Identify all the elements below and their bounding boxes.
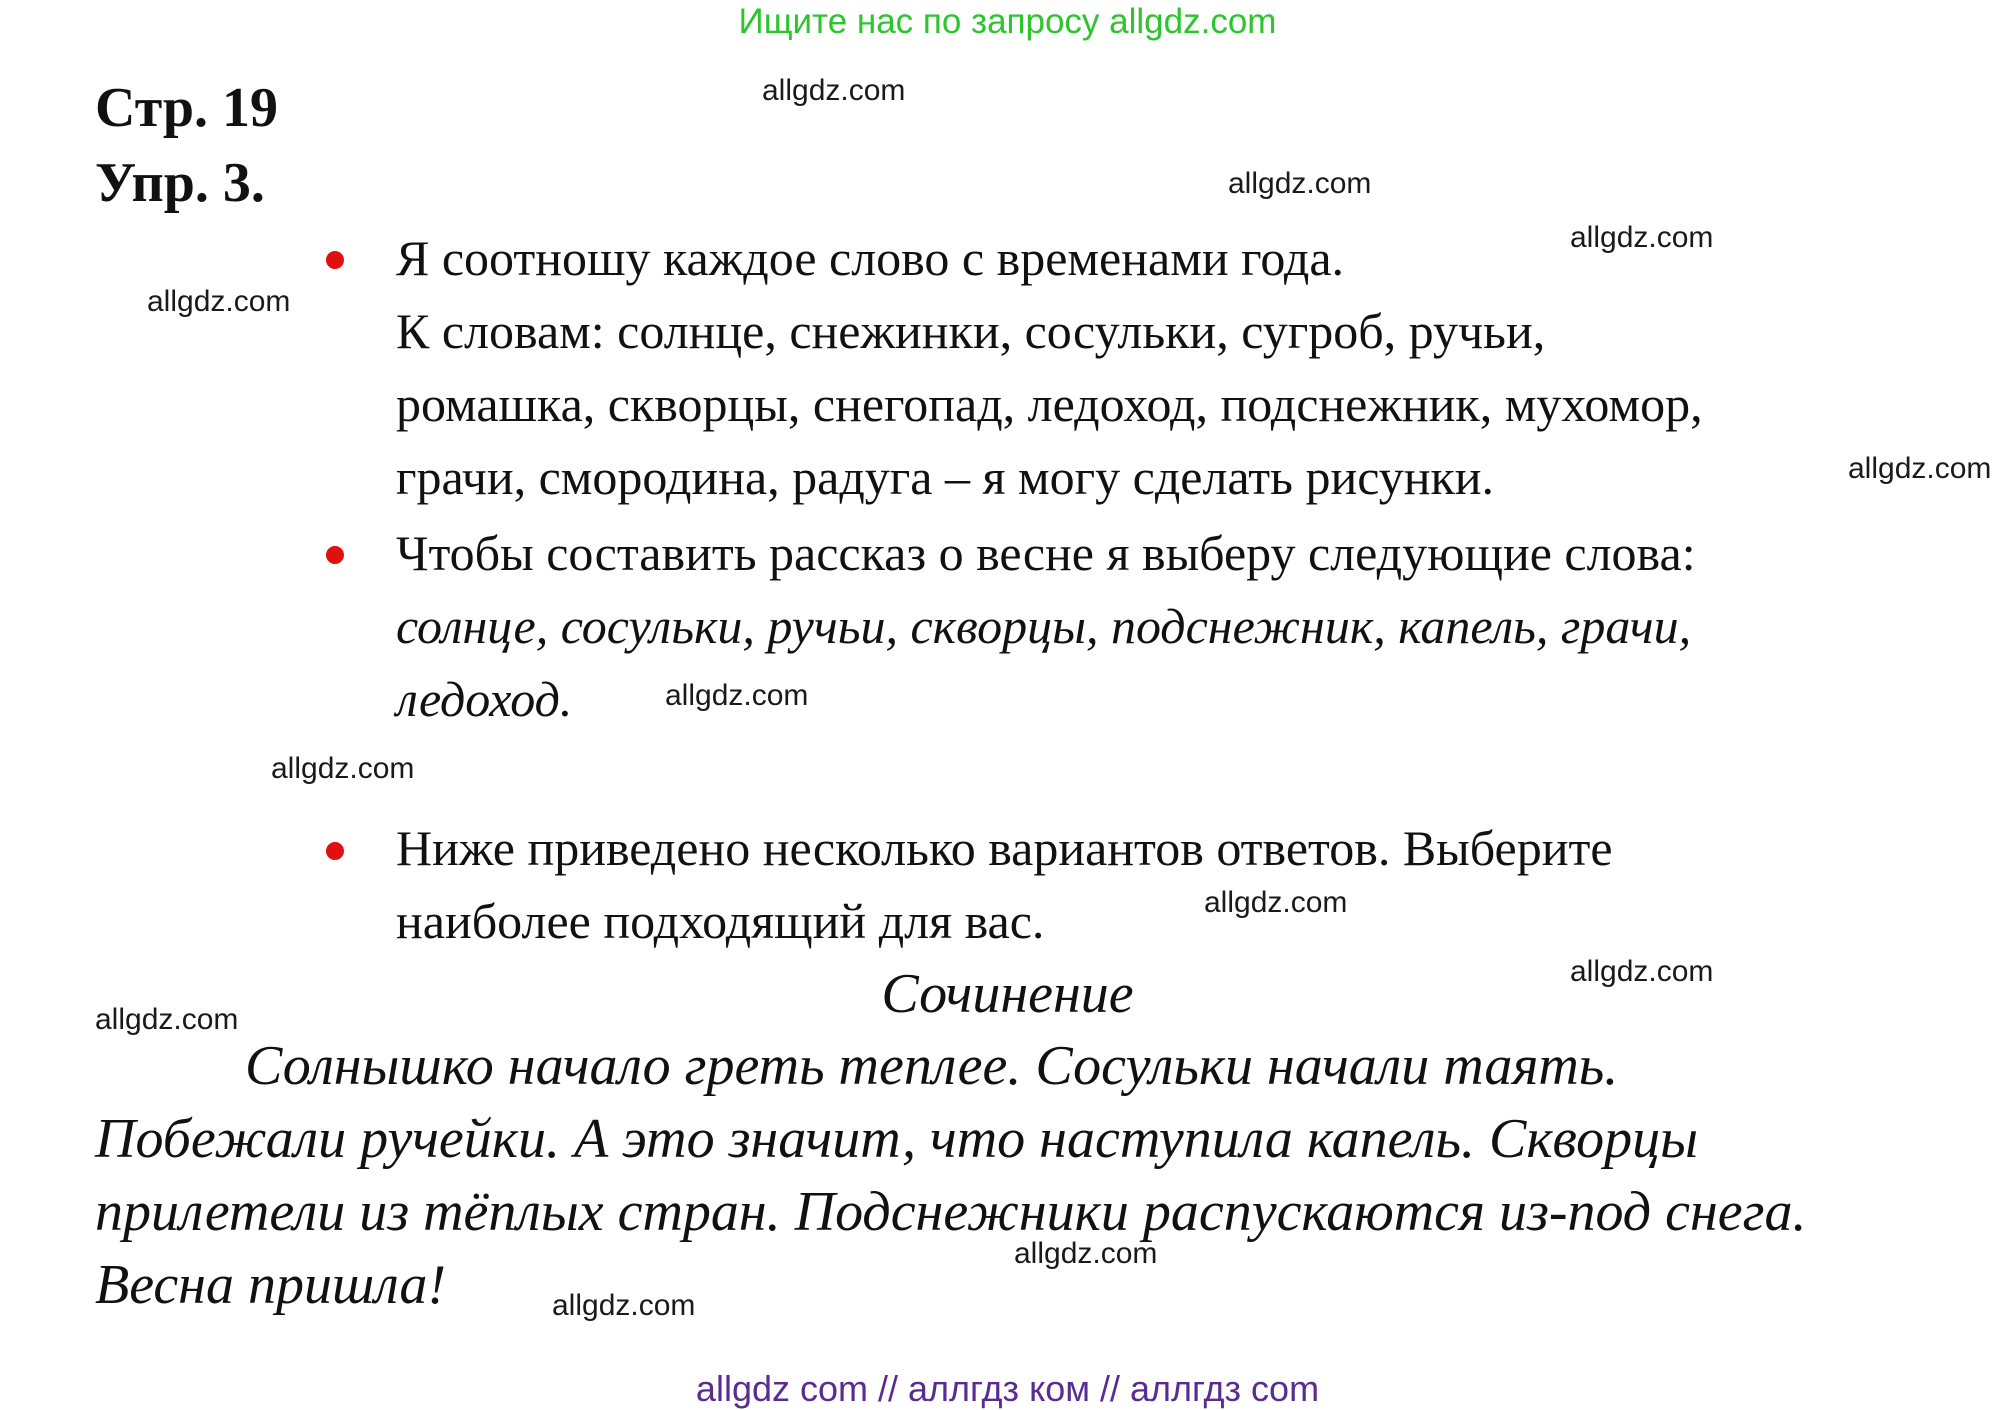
watermark: allgdz.com bbox=[665, 679, 809, 712]
watermark: allgdz.com bbox=[271, 752, 415, 785]
essay-line4: Весна пришла! bbox=[95, 1254, 446, 1316]
watermark: allgdz.com bbox=[552, 1289, 696, 1322]
watermark: allgdz.com bbox=[1848, 452, 1992, 485]
essay-title: Сочинение bbox=[881, 963, 1134, 1025]
bullet3-line2: наиболее подходящий для вас. bbox=[396, 893, 1045, 949]
footer-links: allgdz com // аллгдз ком // аллгдз com bbox=[695, 1368, 1320, 1409]
bullet2-line3: ледоход. bbox=[396, 671, 573, 727]
bullet2-line2: солнце, сосульки, ручьи, скворцы, подснежник, капель, грачи, bbox=[396, 598, 1692, 654]
bullet1-line1: Я соотношу каждое слово с временами года. bbox=[396, 230, 1345, 286]
top-banner: Ищите нас по запросу allgdz.com bbox=[738, 2, 1277, 41]
bullet3-line1: Ниже приведено несколько вариантов ответов. Выберите bbox=[396, 820, 1613, 876]
watermark: allgdz.com bbox=[762, 74, 906, 107]
watermark: allgdz.com bbox=[1204, 886, 1348, 919]
watermark: allgdz.com bbox=[1570, 955, 1714, 988]
bullet2-line1: Чтобы составить рассказ о весне я выберу следующие слова: bbox=[396, 525, 1696, 581]
bullet-marker-3 bbox=[326, 842, 344, 860]
watermark: allgdz.com bbox=[147, 285, 291, 318]
essay-line1: Солнышко начало греть теплее. Сосульки начали таять. bbox=[245, 1035, 1619, 1097]
watermark: allgdz.com bbox=[1014, 1237, 1158, 1270]
bullet1-line4: грачи, смородина, радуга – я могу сделать рисунки. bbox=[396, 449, 1495, 505]
watermark: allgdz.com bbox=[95, 1003, 239, 1036]
exercise-heading: Упр. 3. bbox=[95, 152, 265, 214]
watermark: allgdz.com bbox=[1570, 221, 1714, 254]
watermark: allgdz.com bbox=[1228, 167, 1372, 200]
bullet1-line2: К словам: солнце, снежинки, сосульки, сугроб, ручьи, bbox=[396, 303, 1546, 359]
essay-line2: Побежали ручейки. А это значит, что наступила капель. Скворцы bbox=[95, 1108, 1699, 1170]
essay-line3: прилетели из тёплых стран. Подснежники распускаются из-под снега. bbox=[95, 1181, 1807, 1243]
bullet1-line3: ромашка, скворцы, снегопад, ледоход, подснежник, мухомор, bbox=[396, 376, 1703, 432]
bullet-marker-2 bbox=[326, 546, 344, 564]
bullet-marker-1 bbox=[326, 251, 344, 269]
page-heading: Стр. 19 bbox=[95, 77, 279, 139]
